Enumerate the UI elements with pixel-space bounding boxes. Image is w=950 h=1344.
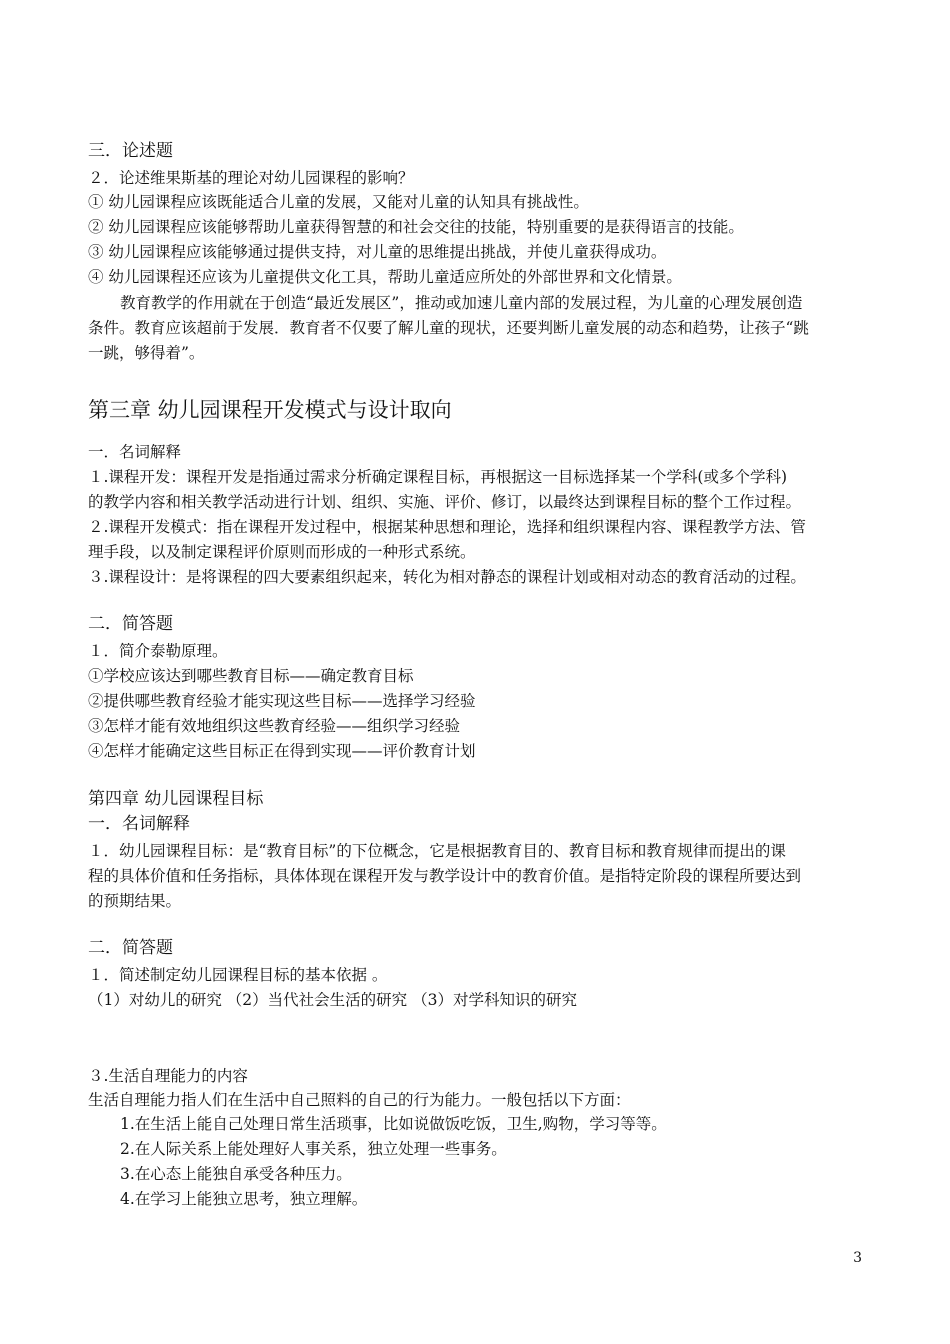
question: １．简述制定幼儿园课程目标的基本依据 。 <box>88 966 388 984</box>
list-item: ①学校应该达到哪些教育目标——确定教育目标 <box>88 667 414 685</box>
term-line: １.课程开发：课程开发是指通过需求分析确定课程目标，再根据这一目标选择某一个学科(或多个学科) <box>88 468 788 486</box>
list-item: 2.在人际关系上能处理好人事关系，独立处理一些事务。 <box>120 1140 507 1158</box>
answer-line: （1）对幼儿的研究 （2）当代社会生活的研究 （3）对学科知识的研究 <box>88 991 577 1009</box>
term-line: 程的具体价值和任务指标，具体体现在课程开发与教学设计中的教育价值。是指特定阶段的课程所要达到 <box>88 867 802 885</box>
question: １．简介泰勒原理。 <box>88 642 228 660</box>
paragraph-line: 一跳，够得着”。 <box>88 344 205 362</box>
chapter-title: 第四章 幼儿园课程目标 <box>88 789 264 809</box>
section-heading: 二．简答题 <box>88 614 173 634</box>
list-item: ②提供哪些教育经验才能实现这些目标——选择学习经验 <box>88 692 476 710</box>
intro-line: 生活自理能力指人们在生活中自己照料的自己的行为能力。一般包括以下方面： <box>88 1091 631 1109</box>
list-item: 1.在生活上能自己处理日常生活琐事，比如说做饭吃饭，卫生,购物，学习等等。 <box>120 1115 667 1133</box>
section-heading: 一．名词解释 <box>88 814 190 834</box>
question: ２．论述维果斯基的理论对幼儿园课程的影响？ <box>88 169 414 187</box>
term-line: 的教学内容和相关教学活动进行计划、组织、实施、评价、修订，以最终达到课程目标的整个工作过程。 <box>88 493 802 511</box>
list-item: ③ 幼儿园课程应该能够通过提供支持，对儿童的思维提出挑战，并使儿童获得成功。 <box>88 243 667 261</box>
list-item: ④怎样才能确定这些目标正在得到实现——评价教育计划 <box>88 742 476 760</box>
page-number: 3 <box>853 1250 862 1266</box>
list-item: ① 幼儿园课程应该既能适合儿童的发展，又能对儿童的认知具有挑战性。 <box>88 193 589 211</box>
list-item: ③怎样才能有效地组织这些教育经验——组织学习经验 <box>88 717 461 735</box>
question: ３.生活自理能力的内容 <box>88 1067 248 1085</box>
paragraph-line: 教育教学的作用就在于创造“最近发展区”，推动或加速儿童内部的发展过程，为儿童的心理发展创造 <box>120 294 803 312</box>
term-line: ２.课程开发模式：指在课程开发过程中，根据某种思想和理论，选择和组织课程内容、课程教学方法、管 <box>88 518 806 536</box>
term-line: ３.课程设计：是将课程的四大要素组织起来，转化为相对静态的课程计划或相对动态的教育活动的过程。 <box>88 568 806 586</box>
term-line: 的预期结果。 <box>88 892 182 910</box>
list-item: ④ 幼儿园课程还应该为儿童提供文化工具，帮助儿童适应所处的外部世界和文化情景。 <box>88 268 682 286</box>
section-heading: 二．简答题 <box>88 938 173 958</box>
chapter-title: 第三章 幼儿园课程开发模式与设计取向 <box>88 398 452 422</box>
list-item: ② 幼儿园课程应该能够帮助儿童获得智慧的和社会交往的技能，特别重要的是获得语言的技能。 <box>88 218 744 236</box>
list-item: 3.在心态上能独自承受各种压力。 <box>120 1165 352 1183</box>
section-heading: 一．名词解释 <box>88 443 182 461</box>
section-heading: 三．论述题 <box>88 141 173 161</box>
term-line: 理手段，以及制定课程评价原则而形成的一种形式系统。 <box>88 543 476 561</box>
list-item: 4.在学习上能独立思考，独立理解。 <box>120 1190 368 1208</box>
term-line: １．幼儿园课程目标：是“教育目标”的下位概念，它是根据教育目的、教育目标和教育规律而提出的课 <box>88 842 786 860</box>
paragraph-line: 条件。教育应该超前于发展．教育者不仅要了解儿童的现状，还要判断儿童发展的动态和趋势，让孩子“跳 <box>88 319 809 337</box>
